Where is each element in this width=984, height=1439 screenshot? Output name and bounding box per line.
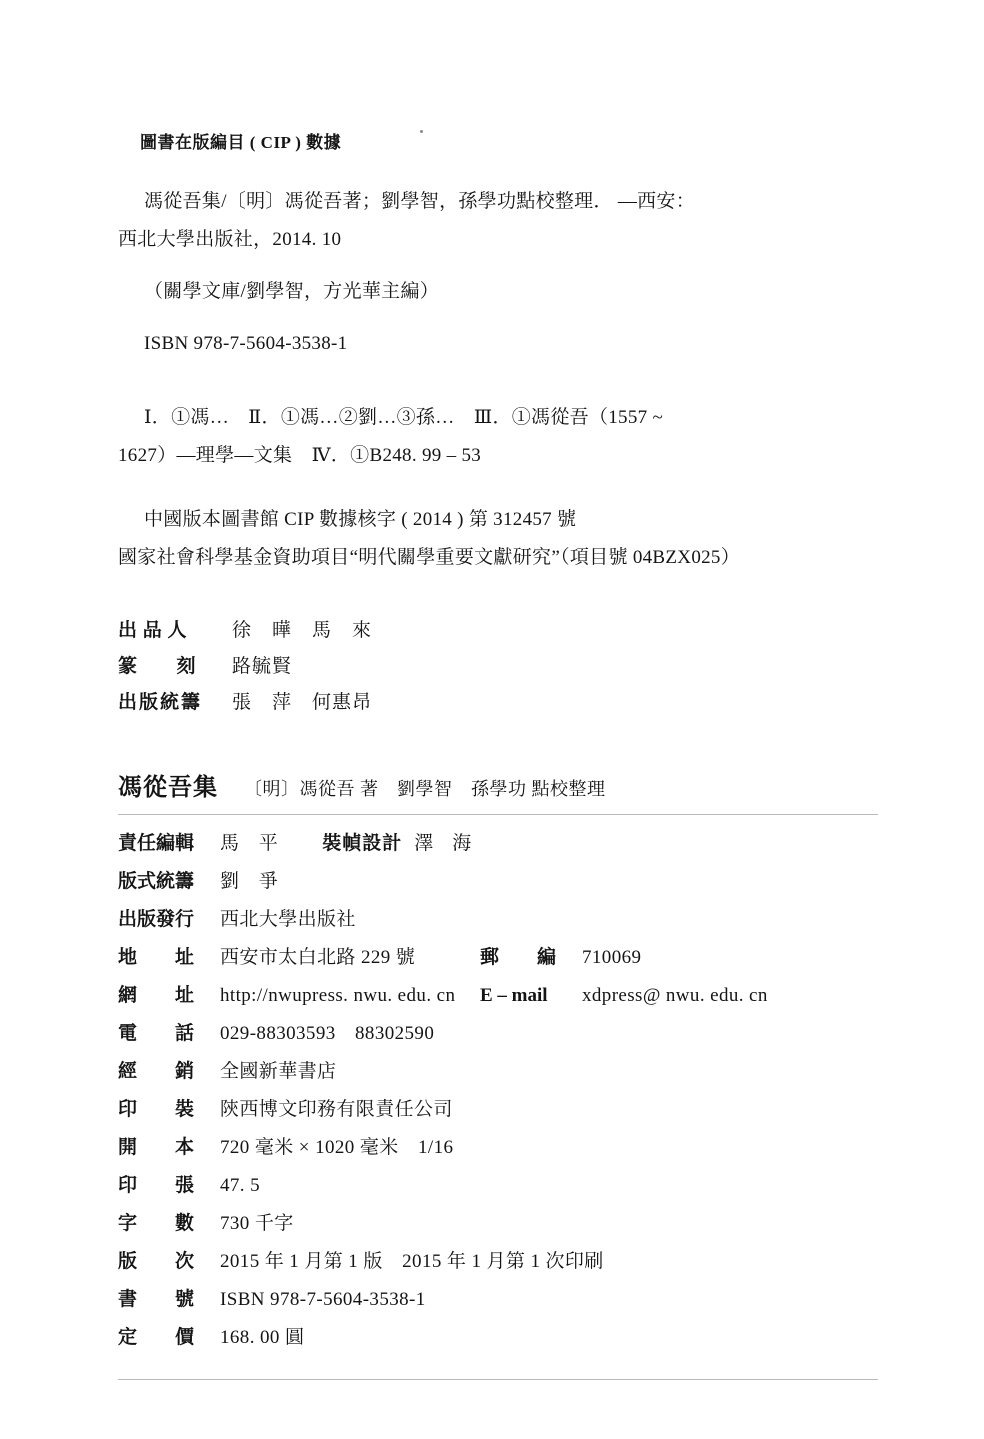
seal-engraver-label: 篆 刻 xyxy=(118,656,197,677)
distributor-label: 經 銷 xyxy=(118,1061,195,1082)
address-value: 西安市太白北路 229 號 xyxy=(220,947,416,968)
colophon-row-publisher xyxy=(118,901,878,939)
colophon-row-format xyxy=(118,1129,878,1167)
cip-classification xyxy=(118,399,878,475)
postcode-value: 710069 xyxy=(582,947,642,968)
postcode-label: 郵 編 xyxy=(480,947,557,968)
cip-entry-line-1: 馮從吾集/〔明〕馮從吾著；劉學智，孫學功點校整理． —西安： xyxy=(144,191,696,212)
colophon-row-address xyxy=(118,939,878,977)
responsible-editor-label: 責任編輯 xyxy=(118,833,195,854)
book-number-value: ISBN 978-7-5604-3538-1 xyxy=(220,1289,426,1310)
page-content xyxy=(118,128,878,1390)
colophon-row-phone xyxy=(118,1015,878,1053)
cip-heading: 圖書在版編目 ( CIP ) 數據 xyxy=(140,133,342,152)
cip-core-number: 中國版本圖書館 CIP 數據核字 ( 2014 ) 第 312457 號 國家社會科學基金資助項目“明代關學重要文獻研究”（項目號 04BZX025） xyxy=(118,501,878,577)
cip-isbn-line: ISBN 978-7-5604-3538-1 xyxy=(144,333,348,354)
credit-row xyxy=(118,613,878,649)
divider-top xyxy=(118,814,878,815)
colophon-row-edition xyxy=(118,1243,878,1281)
website-label: 網 址 xyxy=(118,985,195,1006)
phone-value: 029-88303593 88302590 xyxy=(220,1023,435,1044)
layout-coordinator-label: 版式統籌 xyxy=(118,871,195,892)
printer-label: 印 裝 xyxy=(118,1099,195,1120)
colophon-row-wordcount xyxy=(118,1205,878,1243)
distributor-value: 全國新華書店 xyxy=(220,1061,337,1082)
cip-classification-line-2: 1627）—理學—文集 Ⅳ．①B248. 99 – 53 xyxy=(118,445,482,466)
address-label: 地 址 xyxy=(118,947,195,968)
book-title-line xyxy=(118,767,878,802)
book-byline: 〔明〕馮從吾 著 劉學智 孫學功 點校整理 xyxy=(244,779,606,799)
price-label: 定 價 xyxy=(118,1327,195,1348)
print-sheets-label: 印 張 xyxy=(118,1175,195,1196)
colophon-row-distributor xyxy=(118,1053,878,1091)
cip-block xyxy=(118,128,878,577)
publisher-value: 西北大學出版社 xyxy=(220,909,356,930)
colophon-row-editor xyxy=(118,825,878,863)
publisher-label: 出版發行 xyxy=(118,909,195,930)
print-sheets-value: 47. 5 xyxy=(220,1175,260,1196)
email-label: E – mail xyxy=(480,985,548,1006)
seal-engraver-value: 路毓賢 xyxy=(232,656,293,677)
edition-label: 版 次 xyxy=(118,1251,195,1272)
printer-value: 陝西博文印務有限責任公司 xyxy=(220,1099,453,1120)
colophon-row-layout xyxy=(118,863,878,901)
layout-coordinator-value: 劉 爭 xyxy=(220,871,279,892)
cover-design-label: 裝幀設計 xyxy=(322,833,403,854)
phone-label: 電 話 xyxy=(118,1023,195,1044)
credit-row xyxy=(118,649,878,685)
colophon-row-printer xyxy=(118,1091,878,1129)
format-label: 開 本 xyxy=(118,1137,195,1158)
colophon-row-booknumber xyxy=(118,1281,878,1319)
publishing-coordinator-label: 出版統籌 xyxy=(118,692,203,713)
word-count-label: 字 數 xyxy=(118,1213,195,1234)
cip-fund-line: 國家社會科學基金資助項目“明代關學重要文獻研究”（項目號 04BZX025） xyxy=(118,547,741,568)
cip-entry-line-2: 西北大學出版社，2014. 10 xyxy=(118,229,342,250)
colophon-row-website xyxy=(118,977,878,1015)
divider-bottom xyxy=(118,1379,878,1380)
producer-value: 徐 曄 馬 來 xyxy=(232,620,373,641)
colophon-row-sheets xyxy=(118,1167,878,1205)
publishing-coordinator-value: 張 萍 何惠昂 xyxy=(232,692,373,713)
colophon-row-price xyxy=(118,1319,878,1357)
cip-entry-paragraph xyxy=(118,183,878,259)
producer-label: 出 品 人 xyxy=(118,620,188,641)
price-value: 168. 00 圓 xyxy=(220,1327,305,1348)
colophon-block xyxy=(118,825,878,1357)
website-value: http://nwupress. nwu. edu. cn xyxy=(220,985,456,1006)
word-count-value: 730 千字 xyxy=(220,1213,294,1234)
book-number-label: 書 號 xyxy=(118,1289,195,1310)
cip-series-line: （關學文庫/劉學智，方光華主編） xyxy=(144,281,440,302)
credits-block xyxy=(118,613,878,721)
email-value: xdpress@ nwu. edu. cn xyxy=(582,985,768,1006)
credit-row xyxy=(118,685,878,721)
format-value: 720 毫米 × 1020 毫米 1/16 xyxy=(220,1137,454,1158)
cover-design-value: 澤 海 xyxy=(414,833,472,854)
book-title: 馮從吾集 xyxy=(118,775,218,801)
cip-classification-line-1: Ⅰ．①馮… Ⅱ．①馮…②劉…③孫… Ⅲ．①馮從吾（1557 ~ xyxy=(144,407,664,428)
responsible-editor-value: 馬 平 xyxy=(220,833,279,854)
edition-value: 2015 年 1 月第 1 版 2015 年 1 月第 1 次印刷 xyxy=(220,1251,604,1272)
